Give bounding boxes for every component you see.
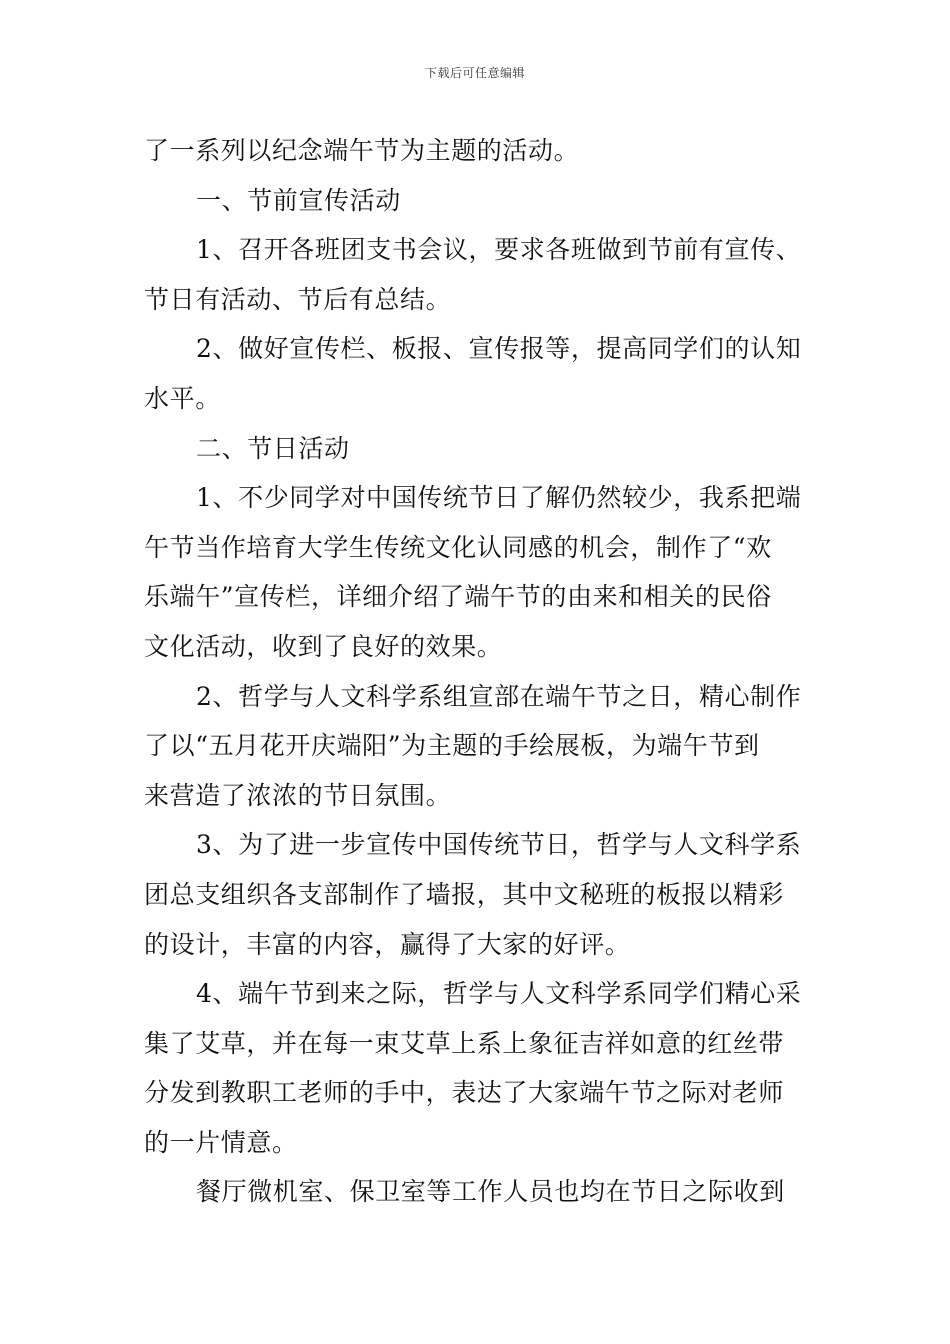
text-line: 的设计，丰富的内容，赢得了大家的好评。	[144, 929, 631, 959]
text-line: 分发到教职工老师的手中，表达了大家端午节之际对老师	[144, 1078, 785, 1108]
text-line: 3、为了进一步宣传中国传统节日，哲学与人文科学系	[196, 830, 802, 860]
text-line: 团总支组织各支部制作了墙报，其中文秘班的板报以精彩	[144, 879, 785, 909]
text-line: 文化活动，收到了良好的效果。	[144, 631, 503, 661]
text-line: 来营造了浓浓的节日氛围。	[144, 780, 452, 810]
text-line: 餐厅微机室、保卫室等工作人员也均在节日之际收到	[196, 1177, 785, 1207]
text-line: 乐端午”宣传栏，详细介绍了端午节的由来和相关的民俗	[144, 582, 772, 612]
text-line: 的一片情意。	[144, 1127, 298, 1157]
section-heading: 二、节日活动	[196, 433, 350, 463]
text-line: 1、召开各班团支书会议，要求各班做到节前有宣传、	[196, 235, 802, 265]
text-line: 了一系列以纪念端午节为主题的活动。	[144, 136, 580, 165]
text-line: 午节当作培育大学生传统文化认同感的机会，制作了“欢	[144, 532, 772, 562]
text-line: 1、不少同学对中国传统节日了解仍然较少，我系把端	[196, 483, 802, 513]
text-line: 4、端午节到来之际，哲学与人文科学系同学们精心采	[196, 979, 802, 1009]
text-line: 集了艾草，并在每一束艾草上系上象征吉祥如意的红丝带	[144, 1028, 785, 1058]
page-header: 下载后可任意编辑	[424, 66, 525, 80]
text-line: 2、做好宣传栏、板报、宣传报等，提高同学们的认知	[196, 334, 802, 364]
document-body	[144, 126, 810, 1217]
section-heading: 一、节前宣传活动	[196, 185, 401, 215]
text-line: 了以“五月花开庆端阳”为主题的手绘展板，为端午节到	[144, 731, 760, 761]
text-line: 2、哲学与人文科学系组宣部在端午节之日，精心制作	[196, 681, 802, 711]
text-line: 节日有活动、节后有总结。	[144, 284, 452, 314]
text-line: 水平。	[144, 383, 221, 413]
